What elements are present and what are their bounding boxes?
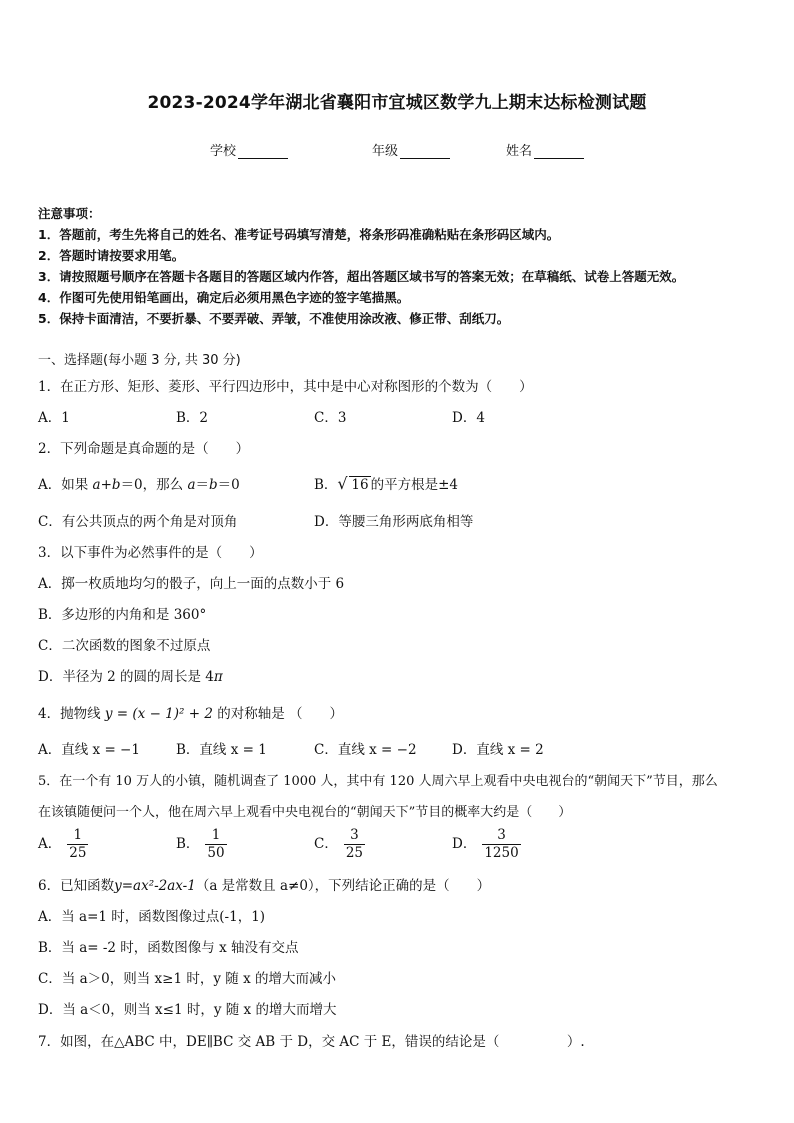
fraction [344,827,365,862]
school-blank [238,146,288,159]
grade-field [372,140,450,159]
numerator: 1 [211,827,221,843]
q4-stem-text: 的对称轴是 （ ） [212,706,344,722]
q6-stem-text: 6．已知函数 [38,878,115,894]
q3-option-d [38,665,223,685]
q1-option-c: C．3 [314,410,347,426]
notice-item: 2．答题时请按要求用笔。 [38,248,185,263]
q4-stem-text: 4．抛物线 [38,706,105,722]
q6-option-d: D．当 a＜0，则当 x≤1 时，y 随 x 的增大而增大 [38,1002,337,1018]
q1-option-d: D．4 [452,410,485,426]
page-title: 2023-2024学年湖北省襄阳市宜城区数学九上期末达标检测试题 [147,93,647,113]
q5-d-label: D． [452,836,477,852]
q1-option-a: A．1 [38,410,70,426]
notice-item: 4．作图可先使用铅笔画出，确定后必须用黑色字迹的签字笔描黑。 [38,290,410,305]
grade-blank [400,146,450,159]
q5-option-c [314,827,365,862]
q5-option-a [38,827,88,862]
notice-item: 3．请按照题号顺序在答题卡各题目的答题区域内作答，超出答题区域书写的答案无效；在草稿纸、试卷上答题无效。 [38,269,685,284]
question-7-stem: 7．如图，在△ABC 中，DE∥BC 交 AB 于 D，交 AC 于 E，错误的结论是（ ）. [38,1034,585,1050]
q4-option-a: A．直线 x = −1 [38,742,140,758]
q2-option-b [314,473,458,493]
q2-option-d: D．等腰三角形两底角相等 [314,514,474,530]
q3-option-b: B．多边形的内角和是 360° [38,607,207,623]
q2-option-c: C．有公共顶点的两个角是对顶角 [38,514,238,530]
grade-label: 年级 [372,144,399,159]
notice-block [38,203,768,329]
q2-a-text: ＝0，那么 [120,477,188,493]
school-label: 学校 [210,144,237,159]
question-6-stem [38,874,490,894]
q6-stem-math: y=ax²-2ax-1 [114,878,196,894]
question-1-stem: 1．在正方形、矩形、菱形、平行四边形中，其中是中心对称图形的个数为（ ） [38,379,533,395]
name-label: 姓名 [506,144,533,159]
numerator: 1 [73,827,83,843]
q2-a-text: ＝ [195,477,210,493]
notice-heading: 注意事项： [38,206,101,221]
name-blank [534,146,584,159]
denominator: 50 [207,845,225,861]
name-field [506,140,584,159]
q2-a-math: b [209,477,218,493]
numerator: 3 [350,827,359,843]
question-2-stem: 2．下列命题是真命题的是（ ） [38,441,250,457]
notice-item: 1．答题前，考生先将自己的姓名、准考证号码填写清楚，将条形码准确粘贴在条形码区域内。 [38,227,560,242]
q2-a-math: a [187,477,196,493]
q4-option-c: C．直线 x = −2 [314,742,417,758]
fraction [67,827,88,862]
q4-option-d: D．直线 x = 2 [452,742,544,758]
numerator: 3 [497,827,506,843]
q3-d-text: D．半径为 2 的圆的周长是 4 [38,669,214,685]
q3-option-c: C．二次函数的图象不过原点 [38,638,211,654]
notice-item: 5．保持卡面清洁，不要折暴、不要弄破、弄皱，不准使用涂改液、修正带、刮纸刀。 [38,311,510,326]
q5-b-label: B． [176,836,200,852]
question-5-line-1: 5．在一个有 10 万人的小镇，随机调查了 1000 人，其中有 120 人周六早上观看中央电视台的“朝闻天下”节目，那么 [38,774,718,789]
q4-stem-math: y = (x − 1)² + 2 [104,706,213,722]
denominator: 25 [345,845,364,861]
section-heading: 一、选择题(每小题 3 分, 共 30 分) [38,353,241,368]
q6-option-c: C．当 a＞0，则当 x≥1 时，y 随 x 的增大而减小 [38,971,336,987]
sqrt-sign: √ 16 [337,474,369,493]
q2-b-label: B． [314,477,338,493]
q6-option-a: A．当 a=1 时，函数图像过点(-1，1) [38,909,266,925]
q6-stem-text: （a 是常数且 a≠0），下列结论正确的是（ ） [195,878,491,894]
question-4-stem [38,702,343,722]
school-field [210,140,288,159]
q2-a-text: ＝0 [217,477,240,493]
q6-option-b: B．当 a= -2 时，函数图像与 x 轴没有交点 [38,940,299,956]
q3-option-a: A．掷一枚质地均匀的骰子，向上一面的点数小于 6 [38,576,345,592]
q5-a-label: A． [38,836,62,852]
fraction [205,827,226,862]
question-3-stem: 3．以下事件为必然事件的是（ ） [38,545,263,561]
q5-option-b [176,827,227,862]
q1-option-b: B．2 [176,410,209,426]
q3-d-pi: π [213,669,223,685]
q2-b-radicand: 16 [351,477,369,493]
q5-option-d [452,827,521,862]
denominator: 1250 [484,845,519,861]
question-5-line-2: 在该镇随便问一个人，他在周六早上观看中央电视台的“朝闻天下”节目的概率大约是（ ） [38,805,572,820]
q5-c-label: C． [314,836,338,852]
fraction [482,827,520,862]
q4-option-b: B．直线 x = 1 [176,742,267,758]
q2-option-a [38,473,240,493]
q2-a-text: A．如果 [38,477,93,493]
q2-b-text: 的平方根是±4 [370,477,459,493]
q2-a-math: a+b [92,477,121,493]
denominator: 25 [69,845,87,861]
